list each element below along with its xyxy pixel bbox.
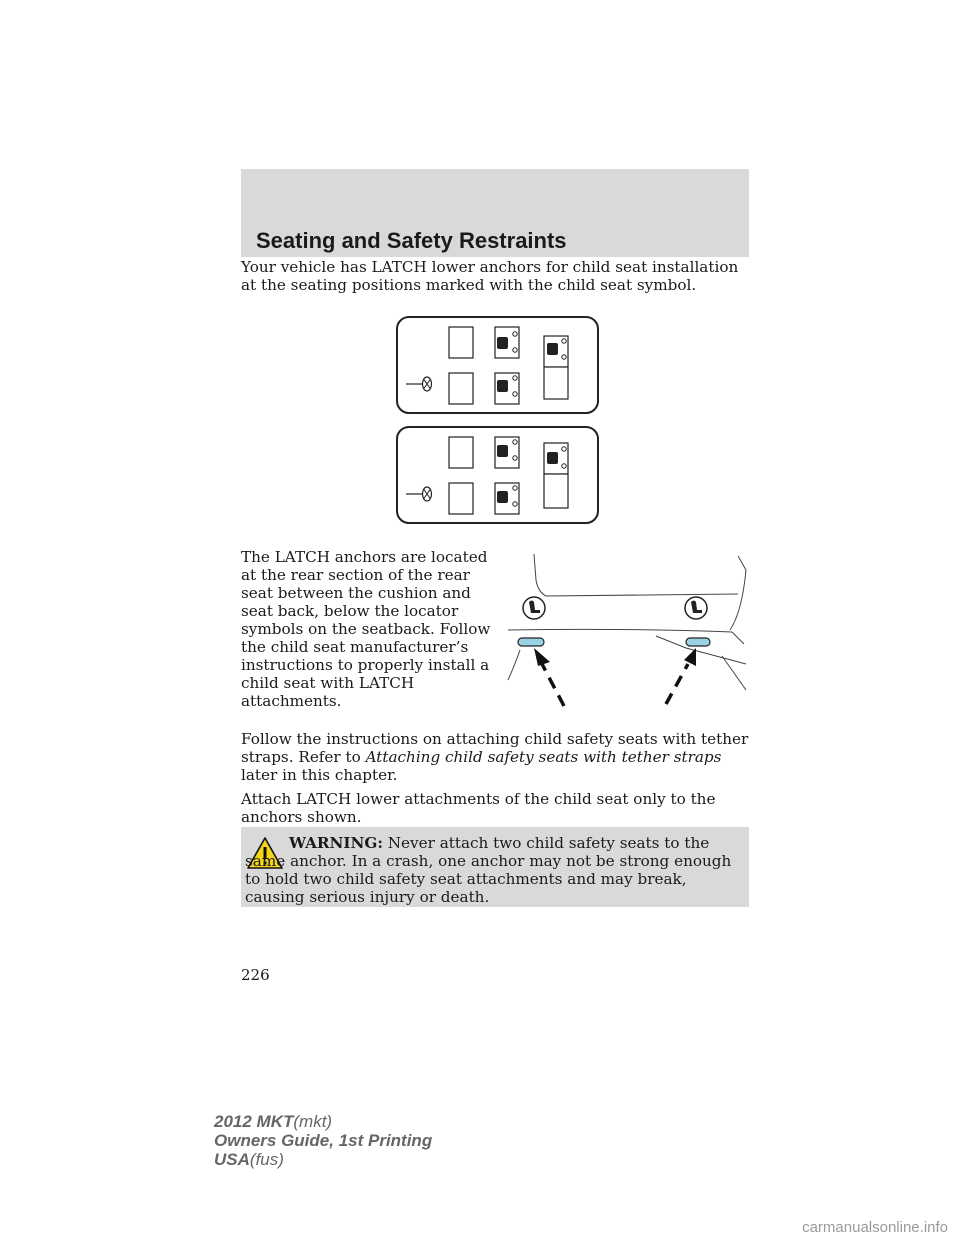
- attach-paragraph: Attach LATCH lower attachments of the child seat only to the anchors shown.: [241, 790, 716, 826]
- footer-printing: Owners Guide, 1st Printing: [214, 1131, 433, 1150]
- latch-anchor-illustration: [506, 552, 750, 712]
- tether-text-end: later in this chapter.: [241, 766, 398, 784]
- arrow-right-dashed: [666, 648, 696, 704]
- watermark: carmanualsonline.info: [802, 1219, 948, 1236]
- footer-market: USA: [214, 1150, 250, 1169]
- arrow-left-dashed: [534, 648, 564, 706]
- warning-text: [245, 834, 745, 906]
- latch-location-paragraph: The LATCH anchors are located at the rear section of the rear seat between the cushion and seat back, below the locator symbols on the seatback. Follow the child seat manufacturer’s instructions to properly install a child seat with LATCH attachments.: [241, 548, 491, 710]
- intro-paragraph: Your vehicle has LATCH lower anchors for child seat installation at the seating positions marked with the child seat symbol.: [241, 258, 739, 294]
- warning-body: Never attach two child safety seats to the same anchor. In a crash, one anchor may not be strong enough to hold two child safety seat attachments and may break, causing serious injury or death.: [245, 834, 732, 906]
- latch-anchor-left: [518, 638, 544, 646]
- footer-model: 2012 MKT: [214, 1112, 294, 1131]
- section-title: Seating and Safety Restraints: [256, 228, 567, 253]
- page-number: 226: [241, 966, 270, 984]
- tether-reference: Attaching child safety seats with tether straps: [365, 748, 722, 766]
- tether-paragraph: [241, 730, 756, 784]
- tether-text-start: Follow the instructions on attaching child safety seats with tether straps. Refer to: [241, 730, 749, 766]
- document-footer: [214, 1112, 432, 1169]
- child-seat-symbol-icon: [685, 597, 707, 619]
- child-seat-symbol-icon: [523, 597, 545, 619]
- footer-market-code: (fus): [249, 1150, 284, 1169]
- footer-model-code: (mkt): [293, 1112, 333, 1131]
- seating-diagram-two-row-config: [396, 316, 599, 414]
- latch-anchor-right: [686, 638, 710, 646]
- warning-label: WARNING:: [289, 834, 383, 852]
- seating-diagram-bench-config: [396, 426, 599, 524]
